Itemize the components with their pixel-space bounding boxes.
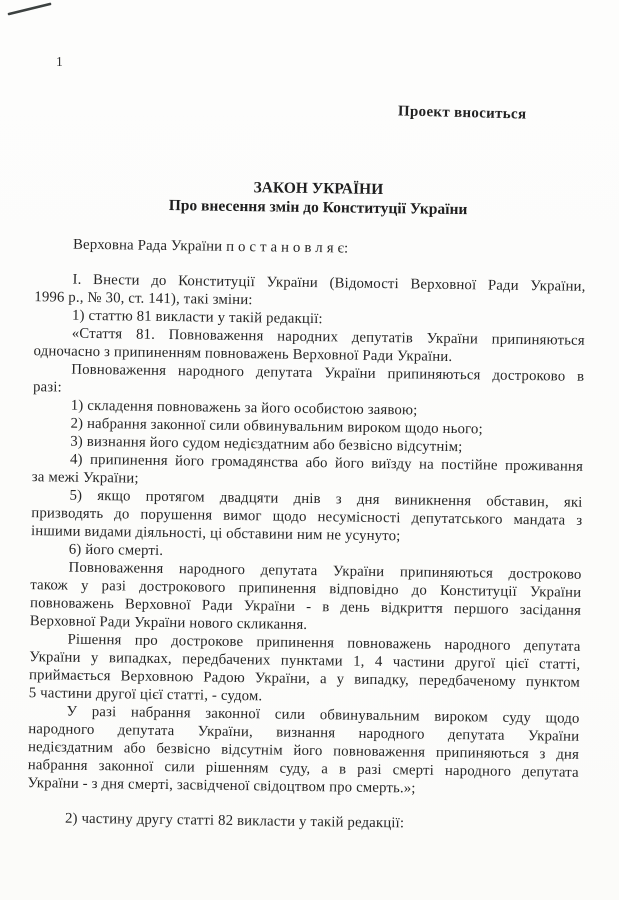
text-line: 1) статтю 81 викласти у такій редакції: — [71, 307, 323, 328]
law-title-block — [35, 175, 586, 221]
text-line: Верховної Ради України нового скликання. — [29, 613, 308, 633]
text-line: 1) складення повноважень за його особистою заявою; — [70, 397, 418, 419]
document-content — [27, 175, 587, 835]
text-line: 6) його смерті. — [68, 541, 164, 559]
text-line: 2) набрання законної сили обвинувальним вироком щодо нього; — [70, 415, 483, 438]
body-paragraph — [31, 486, 583, 548]
text-line: разі: — [32, 379, 62, 396]
draft-annotation: Проект вноситься — [397, 103, 527, 123]
text-line: І. Внести до Конституції України (Відомості Верховної Ради України, — [72, 271, 586, 295]
law-body — [27, 235, 586, 835]
text-line: приймається Верховною Радою України, а у випадку, передбаченому пунктом — [28, 667, 581, 691]
text-line: У разі набрання законної сили обвинувальним вироком суду щодо — [66, 703, 580, 727]
text-line: 5 частини другої цієї статті, - судом. — [28, 685, 263, 705]
body-paragraph — [27, 809, 578, 835]
text-line: України - з дня смерті, засвідченої свідоцтвом про смерть.»; — [27, 775, 416, 797]
text-line: іншими видами діяльності, ці обставини ним не усунуто; — [30, 523, 401, 545]
text-line: 5) якщо протягом двадцяти днів з дня виникнення обставин, які — [69, 487, 583, 511]
text-line: набрання законної сили рішенням суду, а в разі смерті народного депутата — [27, 757, 579, 781]
law-title: ЗАКОН УКРАЇНИ — [253, 179, 384, 199]
text-line: Повноваження народного депутата України припиняються достроково в — [71, 361, 585, 385]
text-line: одночасно з припиненням повноважень Верховної Ради України. — [33, 343, 453, 365]
body-paragraph — [30, 558, 582, 638]
text-line: 2) частину другу статті 82 викласти у такій редакції: — [64, 810, 405, 832]
text-line: за межі України; — [31, 469, 139, 487]
body-paragraph — [27, 702, 579, 800]
text-line: Верховна Рада України п о с т а н о в л я є: — [72, 236, 349, 257]
text-line: 3) визнання його судом недієздатним або безвісно відсутнім; — [70, 433, 463, 456]
page-number: 1 — [56, 54, 63, 69]
text-line: Рішення про дострокове припинення повноважень народного депутата — [67, 631, 581, 655]
text-line: Повноваження народного депутата України припиняються достроково — [68, 559, 582, 583]
text-line: недієздатним або безвісно відсутнім його повноваження припиняються з дня — [27, 739, 580, 763]
text-line: народного депутата України, визнання народного депутата України — [28, 721, 580, 745]
text-line: призводять до порушення вимог щодо несумісності депутатського мандата з — [31, 505, 583, 529]
text-line: також у разі дострокового припинення відповідно до Конституції України — [30, 577, 582, 601]
pen-stroke-mark — [6, 1, 54, 19]
law-subtitle: Про внесення змін до Конституції України — [168, 197, 468, 219]
text-line: України у випадках, передбачених пунктами 1, 4 частини другої цієї статті, — [29, 649, 581, 673]
body-paragraph — [29, 630, 581, 710]
preamble-paragraph — [35, 235, 586, 261]
text-line: «Стаття 81. Повноваження народних депутатів України припиняються — [71, 325, 585, 349]
text-line: 1996 р., № 30, ст. 141), такі зміни: — [34, 289, 253, 309]
text-line: 4) припинення його громадянства або його виїзду на постійне проживання — [69, 451, 584, 475]
text-line: повноважень Верховної Ради України - в день відкриття першого засідання — [29, 595, 582, 619]
